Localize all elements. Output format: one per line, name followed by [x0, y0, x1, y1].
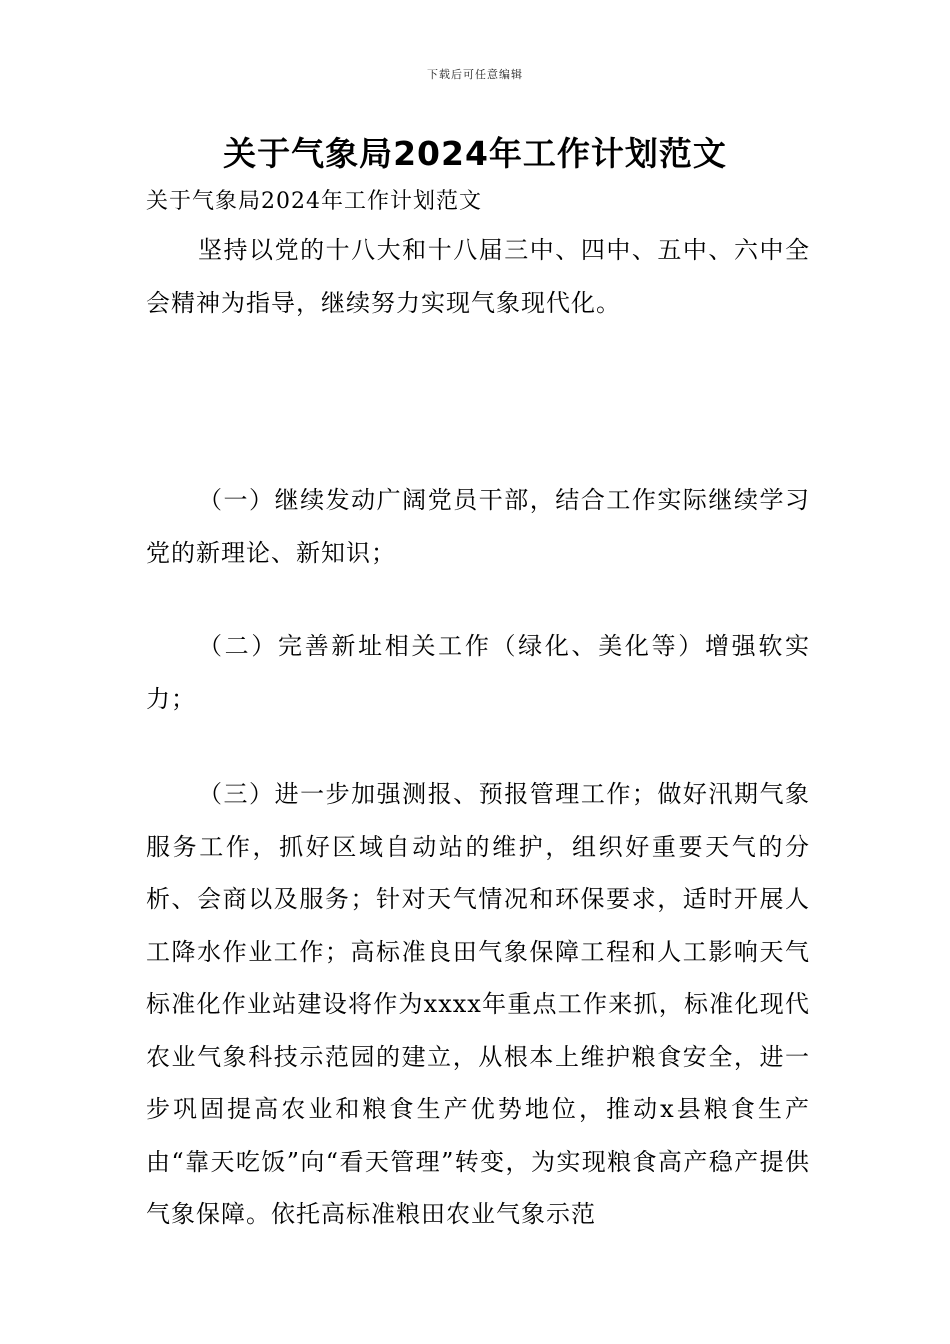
document-title: 关于气象局2024年工作计划范文: [223, 134, 727, 173]
document-subtitle: 关于气象局2024年工作计划范文: [146, 189, 482, 214]
paragraph-item-2: （二）完善新址相关工作（绿化、美化等）增强软实力；: [146, 632, 810, 713]
paragraph-intro: 坚持以党的十八大和十八届三中、四中、五中、六中全会精神为指导，继续努力实现气象现代化。: [146, 236, 810, 317]
paragraph-item-1: （一）继续发动广阔党员干部，结合工作实际继续学习党的新理论、新知识；: [146, 486, 810, 567]
header-note: 下载后可任意编辑: [427, 68, 523, 81]
paragraph-item-3: （三）进一步加强测报、预报管理工作；做好汛期气象服务工作，抓好区域自动站的维护，组织好重要天气的分析、会商以及服务；针对天气情况和环保要求，适时开展人工降水作业工作；高标准良田气象保障工程和人工影响天气标准化作业站建设将作为xxxx年重点工作来抓，标准化现代农业气象科技示范园的建立，从根本上维护粮食安全，进一步巩固提高农业和粮食生产优势地位，推动x县粮食生产由“靠天吃饭”向“看天管理”转变，为实现粮食高产稳产提供气象保障。依托高标准粮田农业气象示范: [146, 780, 810, 1228]
